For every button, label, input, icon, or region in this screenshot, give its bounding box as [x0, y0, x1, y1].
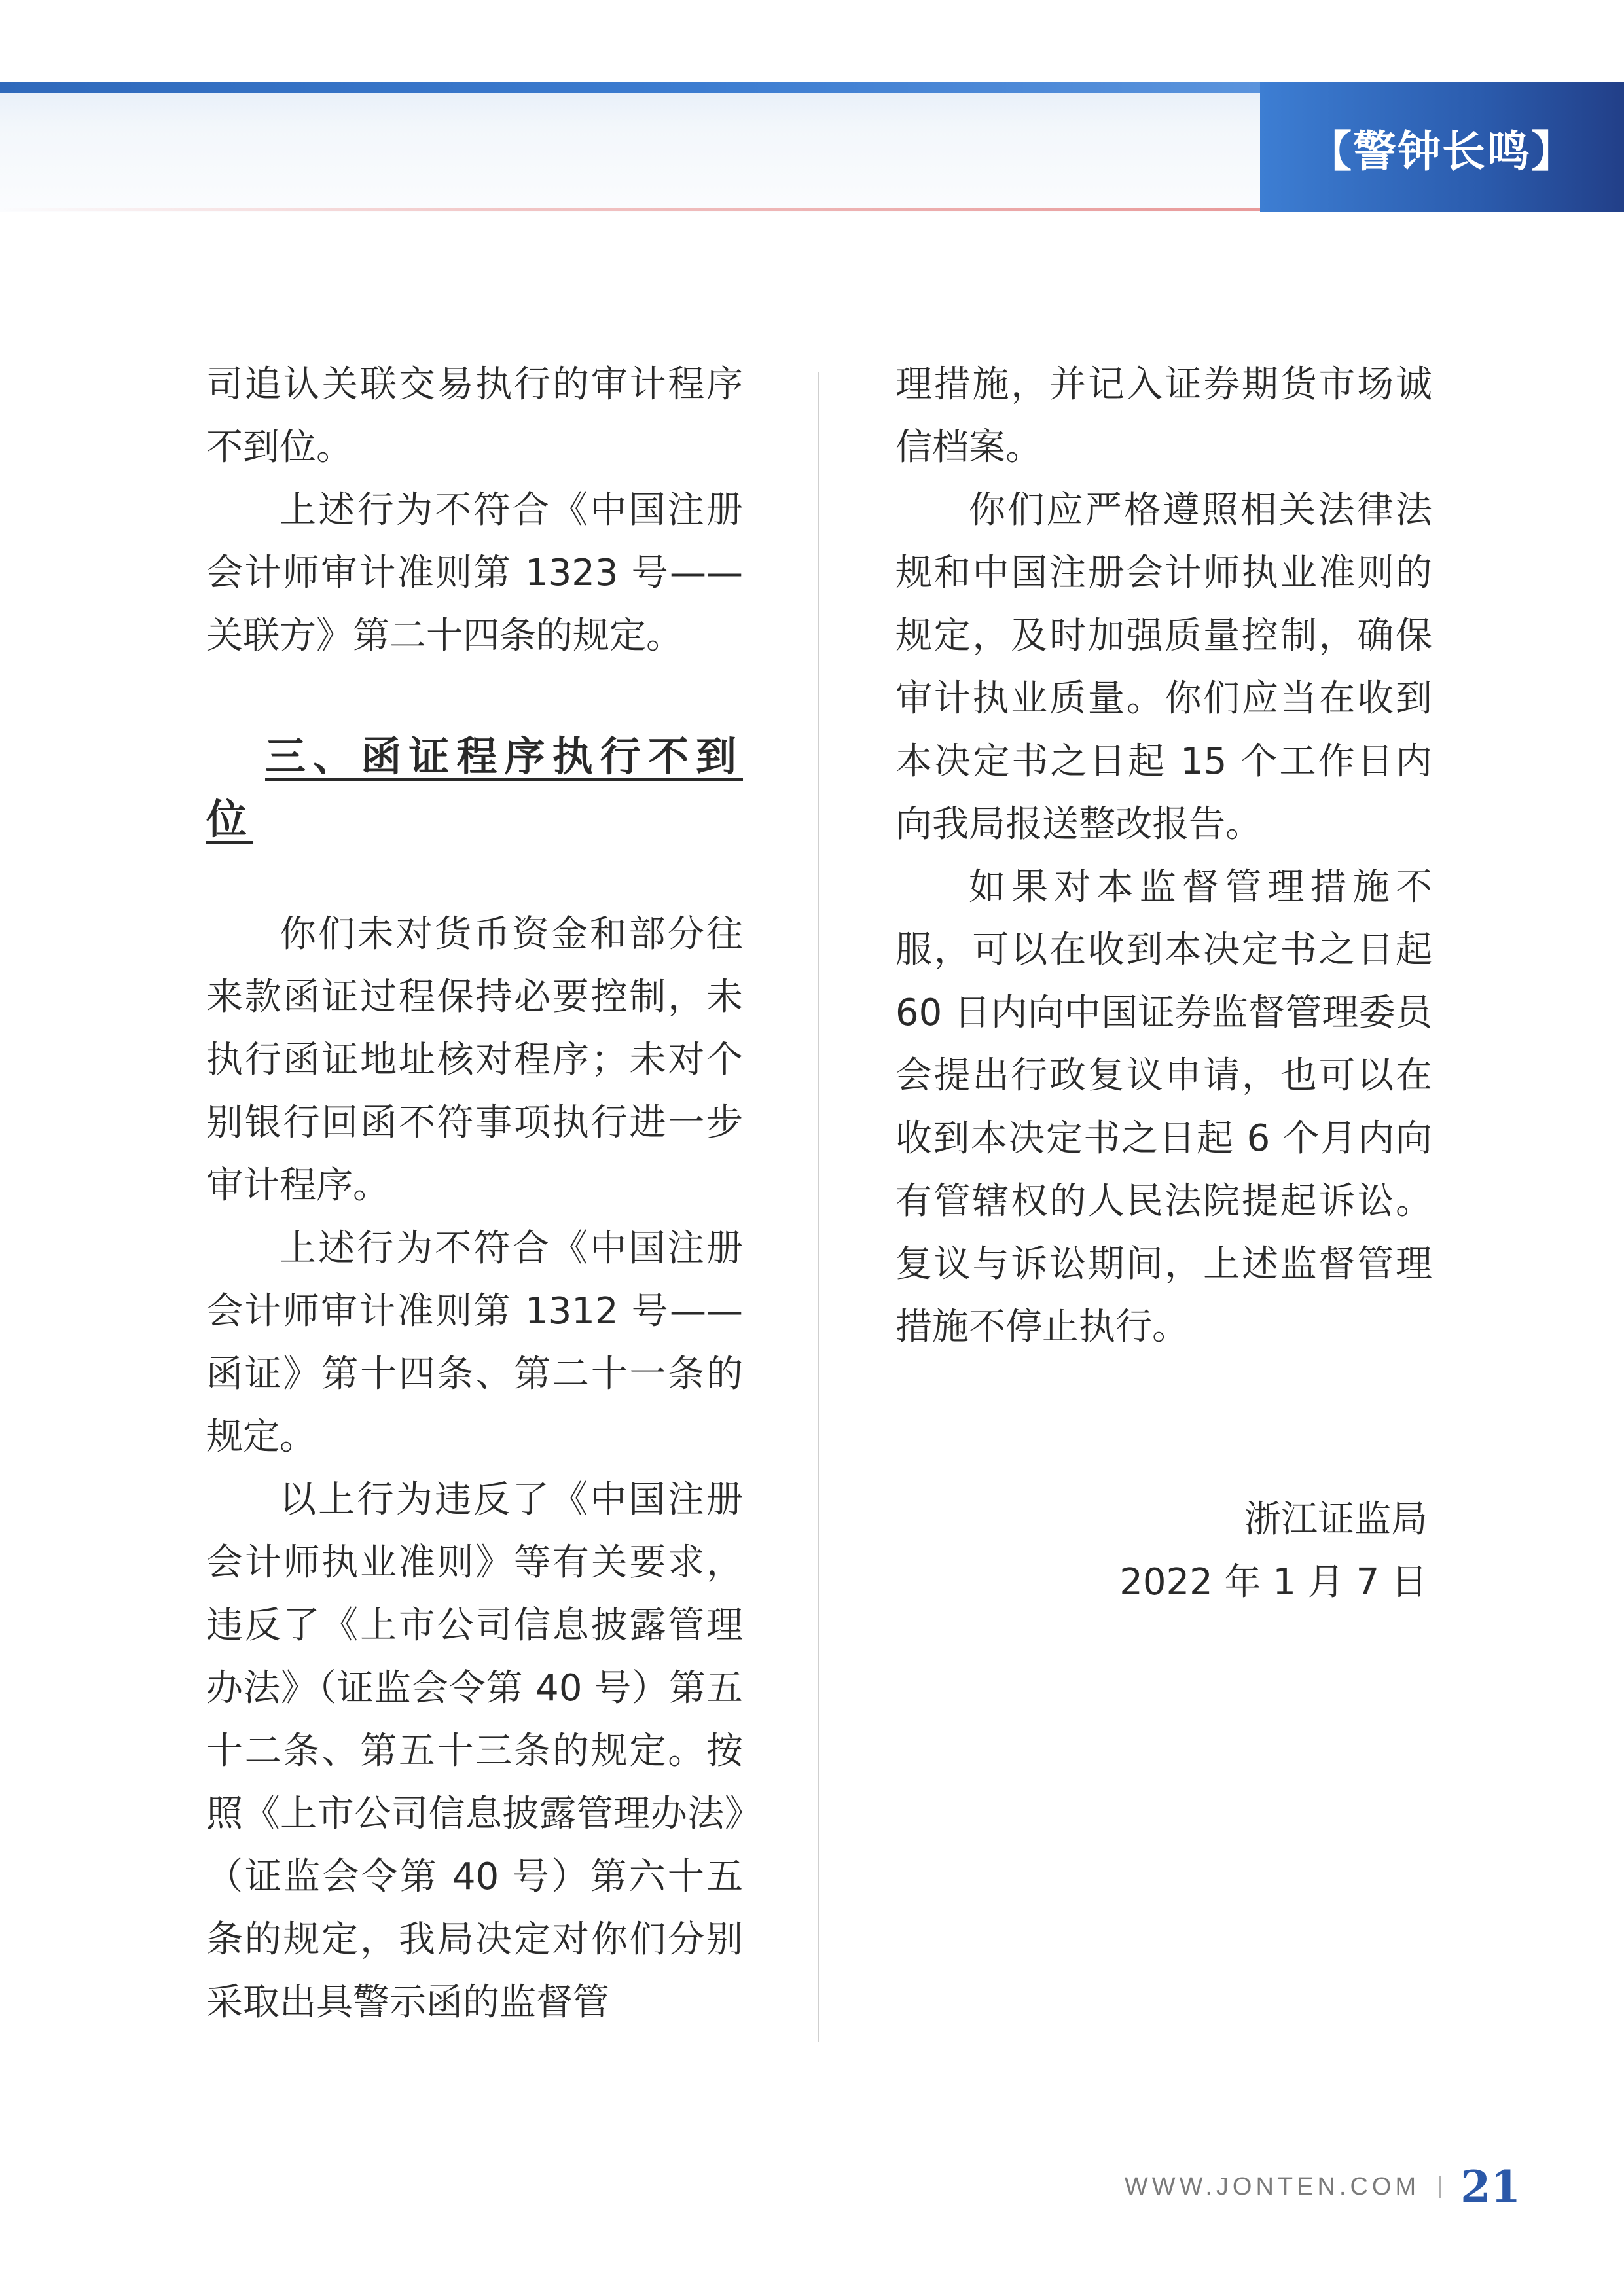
right-paragraph-2: 你们应严格遵照相关法律法规和中国注册会计师执业准则的规定，及时加强质量控制，确保审计执业质量。你们应当在收到本决定书之日起 15 个工作日内向我局报送整改报告。 — [895, 489, 1432, 846]
signature-block — [1119, 1488, 1428, 1614]
column-divider — [818, 372, 819, 2042]
section-heading: 三、函证程序执行不到位 — [206, 732, 743, 843]
section-tab — [1260, 82, 1624, 212]
left-paragraph-5: 以上行为违反了《中国注册会计师执业准则》等有关要求，违反了《上市公司信息披露管理办法》（证监会令第 40 号）第五十二条、第五十三条的规定。按照《上市公司信息披露管理办法》（证监会令第 40 号）第六十五条的规定，我局决定对你们分别采取出具警示函的监督管 — [206, 1479, 743, 2024]
left-paragraph-4: 上述行为不符合《中国注册会计师审计准则第 1312 号——函证》第十四条、第二十一条的规定。 — [206, 1227, 743, 1458]
footer-website: WWW.JONTEN.COM — [1124, 2172, 1420, 2200]
right-paragraph-3: 如果对本监督管理措施不服，可以在收到本决定书之日起 60 日内向中国证券监督管理委员会提出行政复议申请，也可以在收到本决定书之日起 6 个月内向有管辖权的人民法院提起诉讼。复议与诉讼期间，上述监督管理措施不停止执行。 — [895, 866, 1432, 1348]
issue-date: 2022 年 1 月 7 日 — [1119, 1561, 1428, 1604]
footer-separator — [1439, 2176, 1441, 2198]
header-band — [0, 82, 1260, 212]
section-label: 【警钟长鸣】 — [1308, 125, 1576, 177]
left-paragraph-3: 你们未对货币资金和部分往来款函证过程保持必要控制，未执行函证地址核对程序；未对个别银行回函不符事项执行进一步审计程序。 — [206, 913, 743, 1207]
header-top-rule — [0, 82, 1260, 93]
page-footer — [1125, 2157, 1521, 2216]
left-paragraph-1: 司追认关联交易执行的审计程序不到位。 — [206, 363, 743, 469]
right-column — [895, 353, 1432, 1359]
issuer-name: 浙江证监局 — [1244, 1498, 1428, 1541]
header-bottom-rule — [0, 208, 1260, 211]
page-number: 21 — [1460, 2161, 1521, 2212]
left-column — [206, 353, 743, 2034]
left-paragraph-2: 上述行为不符合《中国注册会计师审计准则第 1323 号——关联方》第二十四条的规定。 — [206, 489, 743, 657]
right-paragraph-1: 理措施，并记入证券期货市场诚信档案。 — [895, 363, 1432, 469]
